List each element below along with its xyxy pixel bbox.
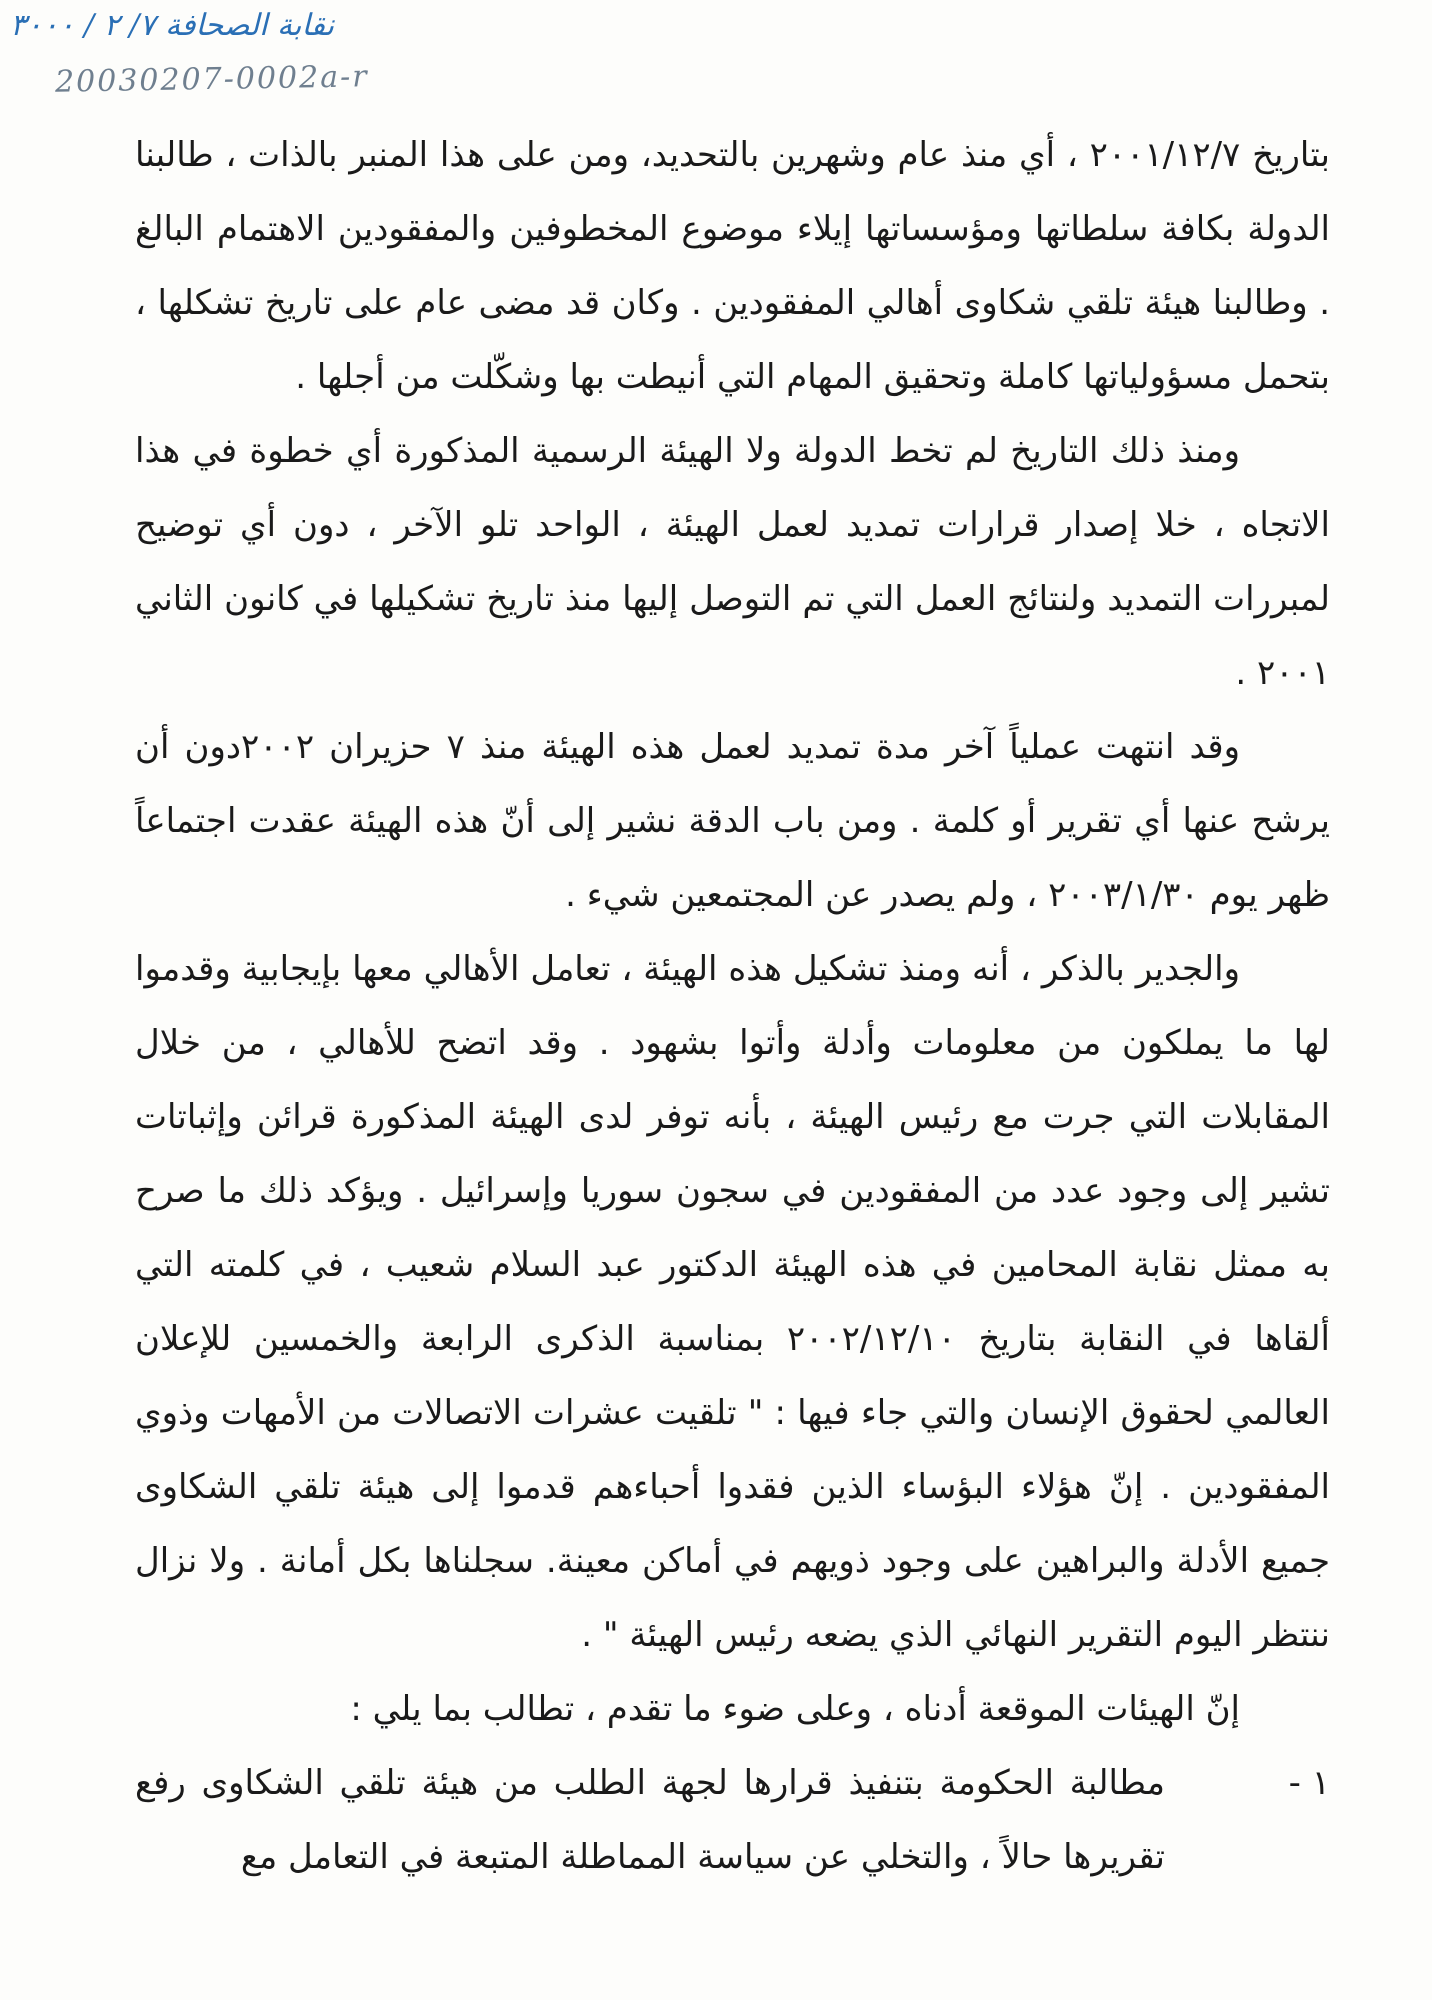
list-item-number: ١ - [1288,1763,1330,1803]
paragraph-3: وقد انتهت عملياً آخر مدة تمديد لعمل هذه الهيئة منذ ٧ حزيران ٢٠٠٢دون أن يرشح عنها أي تقرير أو كلمة . ومن باب الدقة نشير إلى أنّ هذه الهيئة عقدت اجتماعاً ظهر يوم ٢٠٠٣/١/٣٠ ، ولم يصدر عن المجتمعين شيء . [135,727,1330,915]
handwritten-annotation: نقابة الصحافة ٧/ ٢ / ٣٠٠٠ [10,8,335,43]
list-item [135,1746,1330,1894]
paragraph-1: بتاريخ ٢٠٠١/١٢/٧ ، أي منذ عام وشهرين بالتحديد، ومن على هذا المنبر بالذات ، طالبنا الدولة بكافة سلطاتها ومؤسساتها إيلاء موضوع المخطوفين والمفقودين الاهتمام البالغ . وطالبنا هيئة تلقي شكاوى أهالي المفقودين . وكان قد مضى عام على تاريخ تشكلها ، بتحمل مسؤولياتها كاملة وتحقيق المهام التي أنيطت بها وشكّلت من أجلها . [135,135,1330,397]
paragraph-5: إنّ الهيئات الموقعة أدناه ، وعلى ضوء ما تقدم ، تطالب بما يلي : [350,1689,1240,1729]
document-body [135,118,1330,1894]
paragraph-4: والجدير بالذكر ، أنه ومنذ تشكيل هذه الهيئة ، تعامل الأهالي معها بإيجابية وقدموا لها ما يملكون من معلومات وأدلة وأتوا بشهود . وقد اتضح للأهالي ، من خلال المقابلات التي جرت مع رئيس الهيئة ، بأنه توفر لدى الهيئة المذكورة قرائن وإثباتات تشير إلى وجود عدد من المفقودين في سجون سوريا وإسرائيل . ويؤكد ذلك ما صرح به ممثل نقابة المحامين في هذه الهيئة الدكتور عبد السلام شعيب ، في كلمته التي ألقاها في النقابة بتاريخ ٢٠٠٢/١٢/١٠ بمناسبة الذكرى الرابعة والخمسين للإعلان العالمي لحقوق الإنسان والتي جاء فيها : " تلقيت عشرات الاتصالات من الأمهات وذوي المفقودين . إنّ هؤلاء البؤساء الذين فقدوا أحباءهم قدموا إلى هيئة تلقي الشكاوى جميع الأدلة والبراهين على وجود ذويهم في أماكن معينة. سجلناها بكل أمانة . ولا نزال ننتظر اليوم التقرير النهائي الذي يضعه رئيس الهيئة " . [135,949,1331,1655]
handwritten-document-id: 20030207-0002a-r [54,59,369,100]
list-item-text: مطالبة الحكومة بتنفيذ قرارها لجهة الطلب من هيئة تلقي الشكاوى رفع تقريرها حالاً ، والتخلي عن سياسة المماطلة المتبعة في التعامل مع [135,1763,1165,1877]
paragraph-2: ومنذ ذلك التاريخ لم تخط الدولة ولا الهيئة الرسمية المذكورة أي خطوة في هذا الاتجاه ، خلا إصدار قرارات تمديد لعمل الهيئة ، الواحد تلو الآخر ، دون أي توضيح لمبررات التمديد ولنتائج العمل التي تم التوصل إليها منذ تاريخ تشكيلها في كانون الثاني ٢٠٠١ . [135,431,1330,693]
